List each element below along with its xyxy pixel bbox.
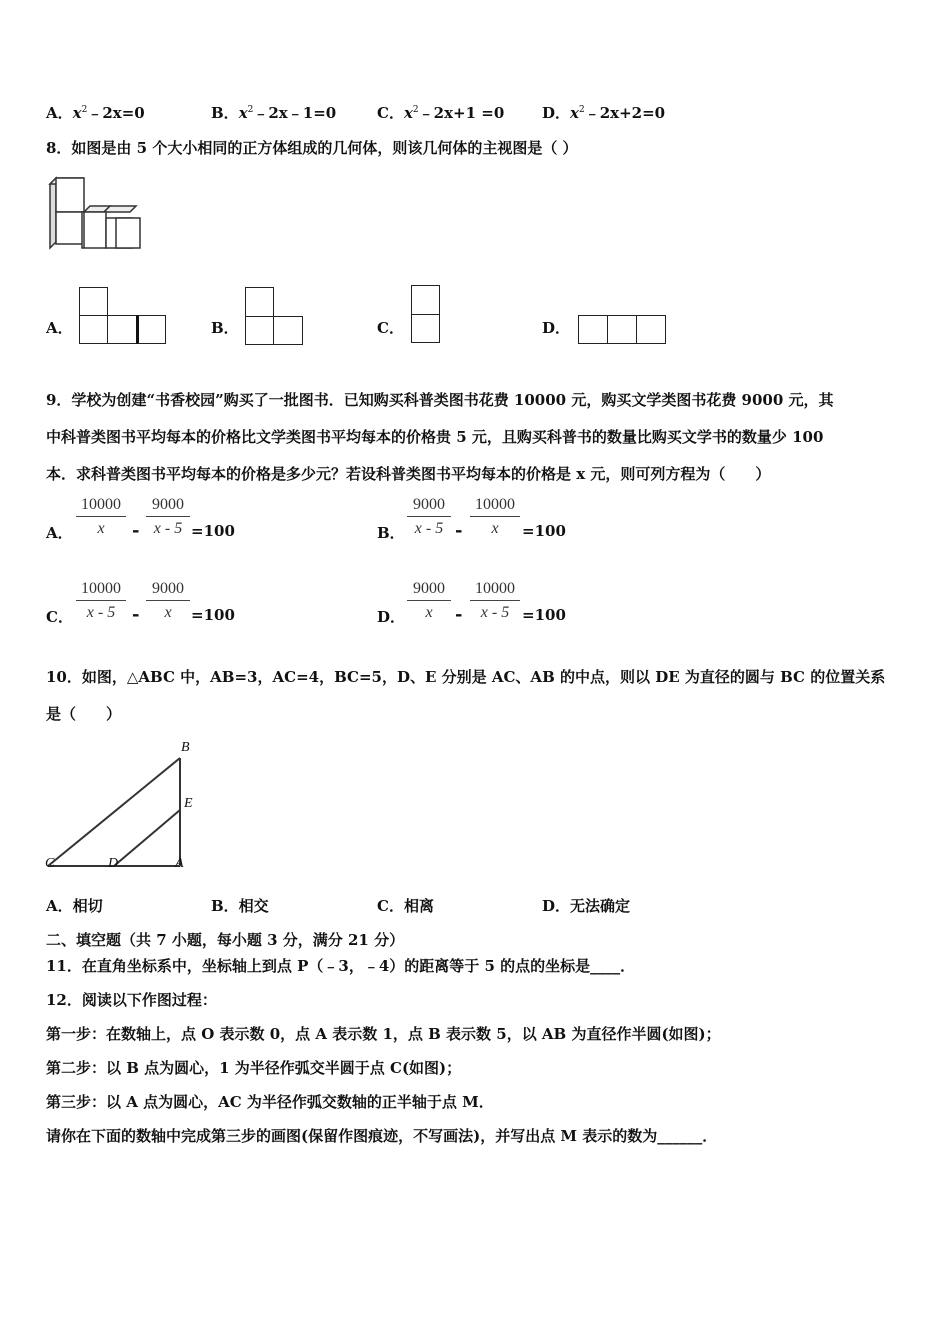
q10-label-c: C: [45, 856, 55, 871]
q10-label-e: E: [184, 796, 193, 811]
q11-question: 11．在直角坐标系中，坐标轴上到点 P（﹣3，﹣4）的距离等于 5 的点的坐标是____．: [46, 957, 636, 975]
q9-d-minus: -: [455, 604, 463, 625]
q10-label-a: A: [175, 856, 184, 871]
q9-b-fraction-1: $\frac{9000}{x - 5}$: [407, 496, 451, 538]
q9-b-rhs: =100: [522, 522, 566, 540]
q9-c-fraction-1: $\frac{10000}{x - 5}$: [76, 580, 126, 622]
q9-a-minus: -: [132, 520, 140, 541]
q8-question: 8．如图是由 5 个大小相同的正方体组成的几何体，则该几何体的主视图是（ ）: [46, 139, 578, 157]
q9-d-fraction-1: $\frac{9000}{x}$: [407, 580, 451, 622]
q12-ask: 请你在下面的数轴中完成第三步的画图(保留作图痕迹，不写画法)，并写出点 M 表示的数为______．: [46, 1127, 718, 1145]
q8-option-d-label: D．: [542, 319, 571, 337]
q9-d-fraction-2: $\frac{10000}{x - 5}$: [470, 580, 520, 622]
q10-label-d: D: [108, 856, 119, 871]
q7-option-d: D．$x^2﹣2x+2=0$: [542, 104, 666, 122]
q12-step-1: 第一步：在数轴上，点 O 表示数 0，点 A 表示数 1，点 B 表示数 5，以 AB 为直径作半圆(如图)；: [46, 1025, 721, 1043]
q12-step-3: 第三步：以 A 点为圆心，AC 为半径作弧交数轴的正半轴于点 M．: [46, 1093, 494, 1111]
q9-c-minus: -: [132, 604, 140, 625]
q9-b-minus: -: [455, 520, 463, 541]
q7-option-c: C．$x^2﹣2x+1 =0$: [377, 104, 505, 122]
q10-option-c: C．相离: [377, 897, 434, 915]
q10-label-b: B: [181, 740, 190, 755]
q9-a-fraction-2: $\frac{9000}{x - 5}$: [146, 496, 190, 538]
q9-c-rhs: =100: [191, 606, 235, 624]
q9-option-c-label: C．: [46, 608, 73, 626]
q9-a-fraction-1: $\frac{10000}{x}$: [76, 496, 126, 538]
q9-d-rhs: =100: [522, 606, 566, 624]
q9-a-rhs: =100: [191, 522, 235, 540]
q10-option-d: D．无法确定: [542, 897, 631, 915]
q7-option-b: B．$x^2﹣2x﹣1=0$: [211, 104, 337, 122]
q12-step-2: 第二步：以 B 点为圆心，1 为半径作弧交半圆于点 C(如图)；: [46, 1059, 462, 1077]
q10-line-1: 10．如图，△ABC 中，AB=3，AC=4，BC=5，D、E 分别是 AC、AB 的中点，则以 DE 为直径的圆与 BC 的位置关系: [46, 668, 886, 686]
q7-option-a: A．$x^2﹣2x=0$: [46, 104, 145, 122]
q9-b-fraction-2: $\frac{10000}{x}$: [470, 496, 520, 538]
q12-intro: 12．阅读以下作图过程：: [46, 991, 217, 1009]
q10-option-a: A．相切: [46, 897, 103, 915]
q8-cube-figure: [46, 174, 146, 254]
q8-option-c-label: C．: [377, 319, 404, 337]
q8-option-b-label: B．: [211, 319, 239, 337]
q10-option-b: B．相交: [211, 897, 269, 915]
q9-option-a-label: A．: [46, 524, 73, 542]
q9-option-d-label: D．: [377, 608, 406, 626]
q9-line-2: 中科普类图书平均每本的价格比文学类图书平均每本的价格贵 5 元，且购买科普书的数量比购买文学书的数量少 100: [46, 428, 824, 446]
q9-option-b-label: B．: [377, 524, 405, 542]
q8-option-a-label: A．: [46, 319, 73, 337]
q9-line-1: 9．学校为创建“书香校园”购买了一批图书．已知购买科普类图书花费 10000 元，购买文学类图书花费 9000 元，其: [46, 391, 834, 409]
q9-line-3: 本．求科普类图书平均每本的价格是多少元？若设科普类图书平均每本的价格是 x 元，则可列方程为（ ）: [46, 465, 771, 483]
section-2-heading: 二、填空题（共 7 小题，每小题 3 分，满分 21 分）: [46, 931, 405, 949]
q9-c-fraction-2: $\frac{9000}{x}$: [146, 580, 190, 622]
q10-line-2: 是（ ）: [46, 705, 122, 723]
